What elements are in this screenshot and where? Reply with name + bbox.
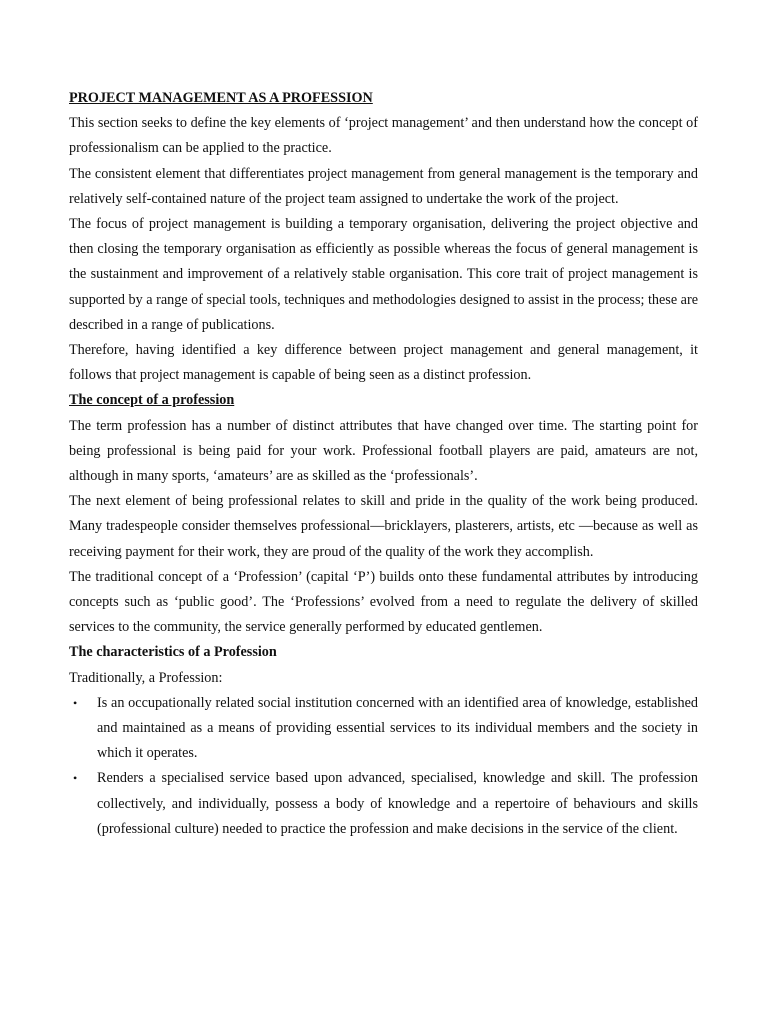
concept-paragraph-3: The traditional concept of a ‘Profession’ (capital ‘P’) builds onto these fundamental attributes by introducing concepts such as ‘public good’. The ‘Professions’ evolved from a need to regulate the delivery of skilled services to the community, the service generally performed by educated gentlemen. xyxy=(69,568,698,636)
characteristics-list xyxy=(69,691,698,842)
concept-paragraph-2: The next element of being professional relates to skill and pride in the quality of the work being produced. Many tradespeople consider themselves professional—bricklayers, plasterers, artists, etc —because as well as receiving payment for their work, they are proud of the quality of the work they accomplish. xyxy=(69,493,698,560)
document-page xyxy=(69,86,698,842)
list-item-text: Renders a specialised service based upon advanced, specialised, knowledge and skill. The profession collectively, and individually, possess a body of knowledge and a repertoire of behaviours and skills (professional culture) needed to practice the profession and make decisions in the service of the client. xyxy=(97,770,698,837)
section-heading-concept: The concept of a profession xyxy=(69,392,235,409)
concept-paragraph-1: The term profession has a number of distinct attributes that have changed over time. The starting point for being professional is being paid for your work. Professional football players are paid, amateurs are not, although in many sports, ‘amateurs’ are as skilled as the ‘professionals’. xyxy=(69,417,698,485)
bullet-icon: • xyxy=(73,771,78,786)
characteristics-intro: Traditionally, a Profession: xyxy=(69,669,223,686)
intro-paragraph-1: This section seeks to define the key elements of ‘project management’ and then understand how the concept of professionalism can be applied to the practice. xyxy=(69,115,698,157)
section-heading-characteristics: The characteristics of a Profession xyxy=(69,644,277,661)
list-item xyxy=(69,766,698,842)
document-title: PROJECT MANAGEMENT AS A PROFESSION xyxy=(69,90,373,106)
intro-paragraph-2: The consistent element that differentiates project management from general management is the temporary and relatively self-contained nature of the project team assigned to undertake the work of the project. xyxy=(69,165,698,207)
list-item xyxy=(69,691,698,767)
intro-paragraph-4: Therefore, having identified a key difference between project management and general management, it follows that project management is capable of being seen as a distinct profession. xyxy=(69,342,698,384)
bullet-icon: • xyxy=(73,695,78,710)
intro-paragraph-3: The focus of project management is building a temporary organisation, delivering the project objective and then closing the temporary organisation as efficiently as possible whereas the focus of general management is the sustainment and improvement of a relatively stable organisation. This core trait of project management is supported by a range of special tools, techniques and methodologies designed to assist in the process; these are described in a range of publications. xyxy=(69,216,698,333)
list-item-text: Is an occupationally related social institution concerned with an identified area of knowledge, established and maintained as a means of providing essential services to its individual members and the society in which it operates. xyxy=(97,694,698,762)
